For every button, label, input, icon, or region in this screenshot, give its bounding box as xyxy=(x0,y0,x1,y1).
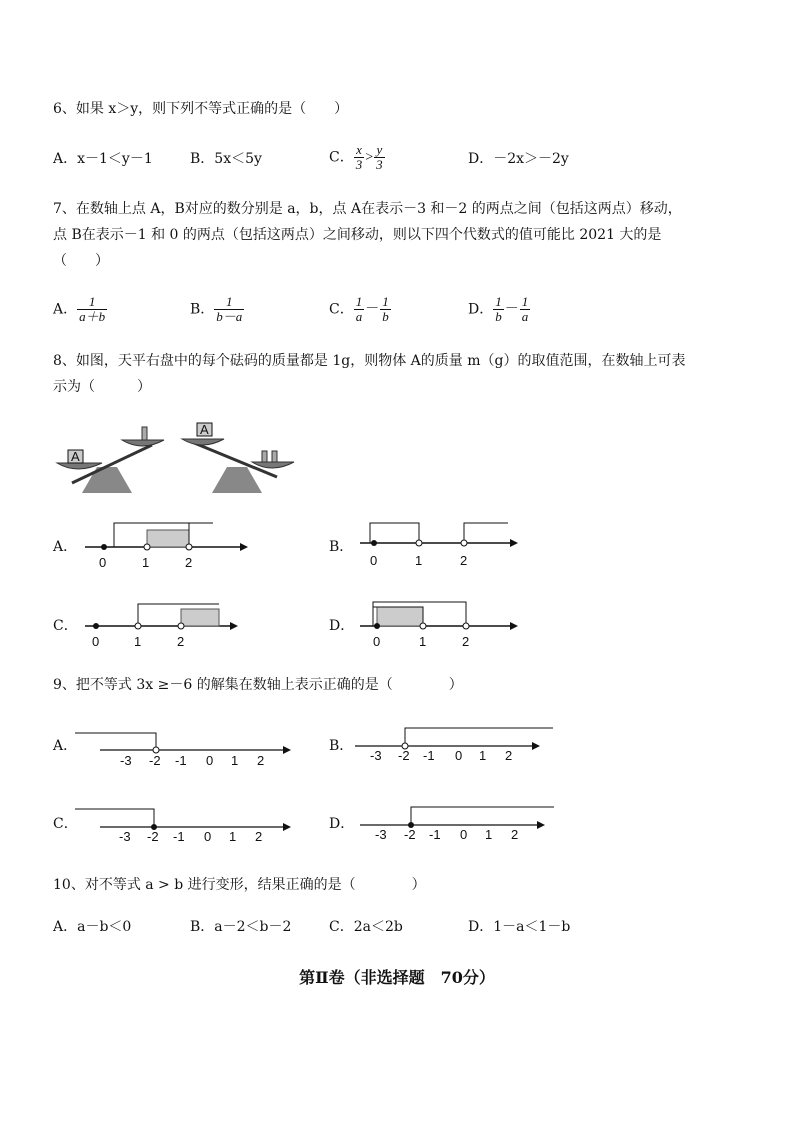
tick-label: -1 xyxy=(423,748,435,763)
tick-label: 0 xyxy=(92,634,100,649)
tick-label: 1 xyxy=(231,753,239,768)
q10-option-a[interactable]: A．a－b＜0 xyxy=(53,919,132,935)
q10-stem: 10、对不等式 a > b 进行变形，结果正确的是（ ） xyxy=(53,877,426,893)
tick-label: 1 xyxy=(415,553,423,568)
tick-label: 2 xyxy=(257,753,265,768)
q9-option-d-label[interactable]: D． xyxy=(329,816,355,832)
weight-label-a: A xyxy=(200,422,209,437)
tick-label: 1 xyxy=(419,634,427,649)
q6-option-a[interactable]: A．x－1＜y－1 xyxy=(53,151,153,167)
q7-line2: 点 B在表示－1 和 0 的两点（包括这两点）之间移动，则以下四个代数式的值可能比 2021 大的是 xyxy=(53,227,662,243)
tick-label: 0 xyxy=(370,553,378,568)
q8-number-line-a[interactable] xyxy=(80,515,250,570)
q7-option-c[interactable]: C． $\frac{1}{a}$ － $\frac{1}{b}$ xyxy=(329,294,389,324)
q9-option-b-label[interactable]: B． xyxy=(329,738,354,754)
tick-label: -1 xyxy=(175,753,187,768)
fraction: $\frac{1}{b}$ xyxy=(382,294,389,324)
option-label: C． xyxy=(329,149,354,166)
fraction: $\frac{1}{a}$ xyxy=(521,294,529,324)
fraction: $\frac{1}{a+b}$ xyxy=(79,294,106,324)
tick-label: 1 xyxy=(134,634,142,649)
tick-label: 0 xyxy=(204,829,212,844)
tick-label: -3 xyxy=(119,829,131,844)
fraction: $\frac{1}{a}$ xyxy=(355,294,363,324)
q7-line1: 7、在数轴上点 A，B对应的数分别是 a，b，点 A在表示－3 和－2 的两点之间（包括这两点）移动， xyxy=(53,201,682,217)
tick-label: -3 xyxy=(120,753,132,768)
q6-option-c[interactable]: C． $\frac{x}{3}$ > $\frac{y}{3}$ xyxy=(329,142,383,172)
tick-label: -2 xyxy=(147,829,159,844)
option-label: C． xyxy=(329,301,354,318)
tick-label: 0 xyxy=(206,753,214,768)
tick-label: -2 xyxy=(398,748,410,763)
q9-option-a-label[interactable]: A． xyxy=(53,738,78,754)
option-label: D． xyxy=(468,301,494,318)
tick-label: -2 xyxy=(404,827,416,842)
tick-label: -1 xyxy=(173,829,185,844)
q9-option-c-label[interactable]: C． xyxy=(53,816,78,832)
tick-label: -3 xyxy=(375,827,387,842)
tick-label: 0 xyxy=(460,827,468,842)
tick-label: -3 xyxy=(370,748,382,763)
balance-left xyxy=(57,427,164,493)
weight-label-a: A xyxy=(71,449,80,464)
tick-label: 1 xyxy=(142,555,150,570)
q7-option-a[interactable] xyxy=(53,295,107,324)
q6-option-b[interactable]: B．5x＜5y xyxy=(190,151,262,167)
tick-label: 2 xyxy=(505,748,513,763)
q6-option-d[interactable]: D．－2x＞－2y xyxy=(468,151,569,167)
q9-number-line-c[interactable] xyxy=(75,808,295,848)
q9-number-line-a[interactable] xyxy=(75,730,295,770)
fraction: $\frac{x}{3}$ xyxy=(355,142,363,172)
tick-label: 0 xyxy=(373,634,381,649)
fraction: $\frac{y}{3}$ xyxy=(376,142,383,172)
q10-option-d[interactable]: D．1－a＜1－b xyxy=(468,919,571,935)
option-label: B． xyxy=(190,301,215,318)
tick-label: 2 xyxy=(177,634,185,649)
section-title: 第Ⅱ卷（非选择题 70分） xyxy=(299,968,495,987)
q7-line3: （ ） xyxy=(53,253,109,269)
tick-label: 1 xyxy=(479,748,487,763)
tick-label: 2 xyxy=(460,553,468,568)
q8-line2: 示为（ ） xyxy=(53,379,151,395)
q9-stem: 9、把不等式 3x ≥－6 的解集在数轴上表示正确的是（ ） xyxy=(53,677,463,693)
tick-label: 0 xyxy=(99,555,107,570)
tick-label: -1 xyxy=(429,827,441,842)
option-label: A． xyxy=(53,301,78,318)
q10-option-b[interactable]: B．a－2＜b－2 xyxy=(190,919,292,935)
q8-option-d-label[interactable]: D． xyxy=(329,618,355,634)
q8-number-line-c[interactable] xyxy=(80,598,250,653)
balance-scales-figure xyxy=(52,415,297,495)
tick-label: -2 xyxy=(149,753,161,768)
tick-label: 1 xyxy=(229,829,237,844)
tick-label: 0 xyxy=(455,748,463,763)
q9-number-line-d[interactable] xyxy=(355,806,560,846)
q6-stem: 6、如果 x＞y，则下列不等式正确的是（ ） xyxy=(53,101,349,117)
tick-label: 2 xyxy=(185,555,193,570)
tick-label: 2 xyxy=(255,829,263,844)
tick-label: 2 xyxy=(462,634,470,649)
q10-option-c[interactable]: C．2a＜2b xyxy=(329,919,403,935)
q8-option-a-label[interactable]: A． xyxy=(53,539,78,555)
q7-option-b[interactable] xyxy=(190,295,244,324)
q8-number-line-b[interactable] xyxy=(355,515,525,570)
q8-option-c-label[interactable]: C． xyxy=(53,618,78,634)
q8-option-b-label[interactable]: B． xyxy=(329,539,354,555)
fraction: $\frac{1}{b}$ xyxy=(495,294,502,324)
q9-number-line-b[interactable] xyxy=(350,727,560,767)
q8-line1: 8、如图，天平右盘中的每个砝码的质量都是 1g，则物体 A的质量 m（g）的取值范围，在数轴上可表 xyxy=(53,353,686,369)
q8-number-line-d[interactable] xyxy=(355,598,525,653)
q7-option-d[interactable]: D． $\frac{1}{b}$ － $\frac{1}{a}$ xyxy=(468,294,529,324)
fraction: $\frac{1}{b-a}$ xyxy=(216,294,243,324)
tick-label: 2 xyxy=(511,827,519,842)
balance-right xyxy=(182,422,294,493)
tick-label: 1 xyxy=(485,827,493,842)
